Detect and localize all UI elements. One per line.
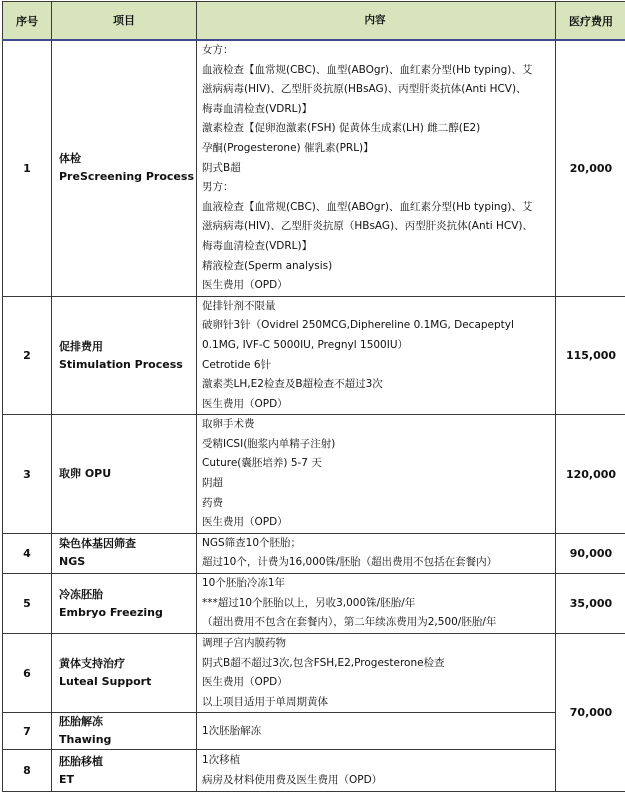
header-item: 项目 [52, 2, 197, 41]
content-line: 血液检查【血常规(CBC)、血型(ABOgr)、血红素分型(Hb typing)、艾 [202, 198, 553, 218]
item-cn: 取卵 OPU [59, 465, 196, 483]
item-cn: 促排费用 [59, 338, 196, 356]
content-line: 药费 [202, 494, 553, 514]
content-line: 病房及材料使用费及医生费用（OPD） [202, 771, 553, 791]
content-line: 女方： [202, 41, 553, 61]
content-line: （超出费用不包含在套餐内），第二年续冻费用为2,500/胚胎/年 [202, 613, 553, 633]
content-line: 梅毒血清检查(VDRL)】 [202, 100, 553, 120]
row-fee-combined: 70,000 [556, 634, 625, 792]
content-line: 激素检查【促卵泡激素(FSH) 促黄体生成素(LH) 雌二醇(E2) [202, 119, 553, 139]
content-line: 促排针剂不限量 [202, 297, 553, 317]
row-content [197, 750, 556, 792]
fee-table [2, 1, 625, 792]
row-fee: 115,000 [556, 296, 625, 415]
header-content: 内容 [197, 2, 556, 41]
table-header-row [3, 2, 625, 41]
item-cn: 黄体支持治疗 [59, 655, 196, 673]
content-line: 阴式B超 [202, 159, 553, 179]
row-content [197, 713, 556, 750]
table-row [3, 750, 625, 792]
table-row [3, 296, 625, 415]
content-line: 梅毒血清检查(VDRL)】 [202, 237, 553, 257]
row-content [197, 40, 556, 296]
content-line: 1次移植 [202, 751, 553, 771]
content-line: 精液检查(Sperm analysis) [202, 257, 553, 277]
content-line: 激素类LH,E2检查及B超检查不超过3次 [202, 375, 553, 395]
content-line: 医生费用（OPD） [202, 276, 553, 296]
item-en: PreScreening Process [59, 168, 196, 186]
item-cn: 染色体基因筛查 [59, 535, 196, 553]
content-line: 1次胚胎解冻 [202, 722, 553, 742]
row-item [52, 574, 197, 634]
content-line: 滋病病毒(HIV)、乙型肝炎抗原(HBsAG)、丙型肝炎抗体(Anti HCV)、 [202, 80, 553, 100]
header-fee: 医疗费用 [556, 2, 625, 41]
content-line: 调理子宫内膜药物 [202, 634, 553, 654]
item-cn: 体检 [59, 150, 196, 168]
item-en: Thawing [59, 731, 196, 749]
item-cn: 胚胎解冻 [59, 713, 196, 731]
table-row [3, 713, 625, 750]
row-content [197, 296, 556, 415]
row-number: 2 [3, 296, 52, 415]
item-cn: 胚胎移植 [59, 753, 196, 771]
table-row [3, 634, 625, 713]
content-line: 阴超 [202, 474, 553, 494]
row-fee: 35,000 [556, 574, 625, 634]
content-line: 血液检查【血常规(CBC)、血型(ABOgr)、血红素分型(Hb typing)、艾 [202, 61, 553, 81]
row-item [52, 750, 197, 792]
row-item [52, 533, 197, 573]
item-en: NGS [59, 553, 196, 571]
item-en: Embryo Freezing [59, 604, 196, 622]
item-cn: 冷冻胚胎 [59, 586, 196, 604]
row-content [197, 533, 556, 573]
row-content [197, 634, 556, 713]
content-line: 10个胚胎冷冻1年 [202, 574, 553, 594]
content-line: 男方： [202, 178, 553, 198]
row-content [197, 415, 556, 534]
content-line: 孕酮(Progesterone) 催乳素(PRL)】 [202, 139, 553, 159]
table-row [3, 40, 625, 296]
content-line: 滋病病毒(HIV)、乙型肝炎抗原（HBsAG)、丙型肝炎抗体(Anti HCV)、 [202, 217, 553, 237]
row-fee: 120,000 [556, 415, 625, 534]
row-item [52, 634, 197, 713]
content-line: 阴式B超不超过3次,包含FSH,E2,Progesterone检查 [202, 654, 553, 674]
row-item [52, 713, 197, 750]
content-line: NGS筛查10个胚胎； [202, 534, 553, 554]
row-item [52, 415, 197, 534]
row-number: 1 [3, 40, 52, 296]
content-line: ***超过10个胚胎以上，另收3,000铢/胚胎/年 [202, 594, 553, 614]
item-en: Luteal Support [59, 673, 196, 691]
row-item [52, 296, 197, 415]
row-number: 3 [3, 415, 52, 534]
content-line: 取卵手术费 [202, 415, 553, 435]
content-line: 医生费用（OPD） [202, 673, 553, 693]
content-line: 以上项目适用于单周期黄体 [202, 693, 553, 713]
row-number: 5 [3, 574, 52, 634]
content-line: 医生费用（OPD） [202, 395, 553, 415]
table-row [3, 415, 625, 534]
row-number: 8 [3, 750, 52, 792]
header-no: 序号 [3, 2, 52, 41]
row-fee: 90,000 [556, 533, 625, 573]
row-fee: 20,000 [556, 40, 625, 296]
item-en: Stimulation Process [59, 356, 196, 374]
row-number: 6 [3, 634, 52, 713]
table-row [3, 574, 625, 634]
row-content [197, 574, 556, 634]
content-line: Cuture(囊胚培养) 5-7 天 [202, 454, 553, 474]
content-line: 医生费用（OPD） [202, 513, 553, 533]
content-line: 超过10个，计费为16,000铢/胚胎（超出费用不包括在套餐内） [202, 553, 553, 573]
content-line: Cetrotide 6针 [202, 356, 553, 376]
content-line: 破卵针3针（Ovidrel 250MCG,Diphereline 0.1MG, Decapeptyl [202, 316, 553, 336]
item-en: ET [59, 771, 196, 789]
row-number: 4 [3, 533, 52, 573]
content-line: 0.1MG, IVF-C 5000IU, Pregnyl 1500IU） [202, 336, 553, 356]
row-item [52, 40, 197, 296]
content-line: 受精ICSI(胞浆内单精子注射) [202, 435, 553, 455]
table-row [3, 533, 625, 573]
row-number: 7 [3, 713, 52, 750]
